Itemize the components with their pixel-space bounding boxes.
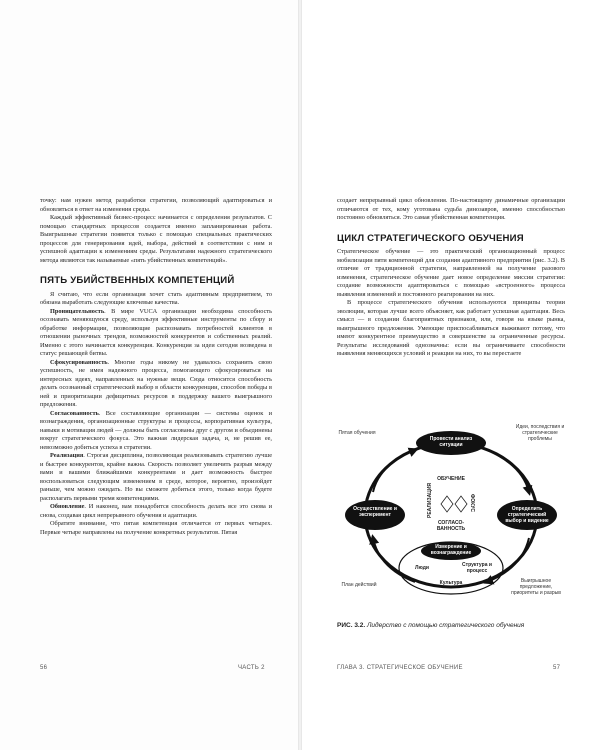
competency-term: Обновление [50, 503, 85, 510]
book-gutter [298, 0, 302, 750]
right-intro-paragraph: создает непрерывный цикл обновления. По-настоящему динамичные организации отличаются от тех, кому уготована судьба динозавров, именно способностью постоянно обновляться. Это самая убийственная компетенция. [337, 197, 565, 221]
competency-text: . Строгая дисциплина, позволяющая реализовывать стратегию лучше и быстрее конкурентов, крайне важна. Скорость позволяет увеличить разрыв между вами и вашими ближайшими конкурентами и дает возможность быстрее воспользоваться следующим изменением в среде, которое, вероятно, произойдет раньше, чем можно ожидать. Но вы сможете добиться этого, только когда будете располагать первыми тремя компетенциями. [40, 452, 272, 502]
arrow-right-bottom [487, 538, 529, 582]
section-heading-cycle: ЦИКЛ СТРАТЕГИЧЕСКОГО ОБУЧЕНИЯ [337, 232, 524, 244]
competency-text: . В мире VUCA организации необходима способность осознавать меняющуюся среду, используя эффективные инструменты по сбору и обработке информации, позволяющие распознавать потребностей клиентов в отношении рыночных трендов, возможностей конкурентов и собственных реалий. Именно с этого начинается конкуренция. Конкуренция за идеи сегодня возведена в статус решающей битвы. [40, 307, 272, 357]
right-running-footer: ГЛАВА 3. СТРАТЕГИЧЕСКОЕ ОБУЧЕНИЕ [337, 665, 463, 671]
competency-text: . Все составляющие организации — системы оценок и вознаграждения, организационные структуры и процессы, корпоративная культура, навыки и мотивация людей — должны быть согласованы друг с другом и объединены вокруг стратегического фокуса. Это важная лидерская задача, и, не решив ее, невозможно добиться успеха в стратегии. [40, 409, 272, 451]
center-label-bottom: СОГЛАСО-ВАННОСТЬ [436, 520, 466, 532]
node-right-label: Определить стратегический выбор и видение [505, 506, 549, 524]
side-label-top-left: Пятая обучения [338, 430, 376, 436]
closing-paragraph: Обратите внимание, что пятая компетенция отличается от первых четырех. Первые четыре направлены на получение конкретных результатов. Пятая [40, 520, 272, 536]
left-running-footer: ЧАСТЬ 2 [238, 665, 265, 671]
section-heading-competencies: ПЯТЬ УБИЙСТВЕННЫХ КОМПЕТЕНЦИЙ [40, 275, 235, 286]
arrow-top-right [487, 450, 529, 492]
right-paragraph-2: В процессе стратегического обучения используются принципы теории эволюции, которая лучше всего объясняет, как работает успешная адаптация. Весь смысл — в создании благоприятных признаков, или, говоря на языке рынка, выигрышного предложения. Умеющие приспосабливаться выживают потому, что имеют конкурентное преимущество в совершенстве за ограниченные ресурсы. Результаты исследований однозначны: если вы ограничиваете способности выявления меняющихся условий и реакции на них, то вы перестаете [337, 299, 565, 357]
competency-term: Проницательность [50, 307, 105, 315]
node-bottom-label: Измерение и вознаграждение [430, 544, 472, 556]
competency-text: . И наконец, вам понадобится способность делать все это снова и снова, создавая цикл непрерывного обучения и адаптации. [40, 503, 272, 519]
caption-text: Лидерство с помощью стратегического обучения [366, 622, 525, 629]
inner-label-culture: Культура [439, 580, 463, 586]
competency-term: Сфокусированность [50, 358, 108, 366]
competency-2 [40, 359, 272, 410]
competency-4 [40, 452, 272, 503]
right-page [300, 0, 600, 750]
side-label-bottom-right: Выигрышное предложение, приоритеты и разрыв [511, 578, 561, 596]
center-label-top: ОБУЧЕНИЕ [437, 476, 465, 482]
competency-5 [40, 503, 272, 520]
right-page-number: 57 [553, 665, 561, 671]
intro-paragraph-2: Каждый эффективный бизнес-процесс начинается с определения результатов. С помощью стандартных процессов создается именно запланированная работа. Выигрышные стратегии появятся только с помощью специальных практических процессов для генерирования идей, выбора, действий в соответствии с ним и успешной адаптации к изменениям среды. Результатами надежного стратегического метода являются так называемые «пять убийственных компетенций». [40, 214, 272, 264]
node-top-label: Провести анализ ситуации [429, 436, 473, 448]
caption-label: РИС. 3.2. [337, 622, 366, 629]
competency-3 [40, 410, 272, 453]
figure-caption [337, 622, 565, 629]
strategic-learning-diagram [337, 420, 565, 630]
competency-term: Согласованность [50, 409, 99, 417]
center-label-left: РЕАЛИЗАЦИЯ [427, 482, 433, 518]
left-page-text [40, 197, 272, 537]
arrow-bottom-left [373, 538, 415, 582]
node-left-label: Осуществление и эксперимент [353, 506, 397, 518]
right-page-text [337, 197, 565, 359]
arrow-left-top [373, 450, 415, 492]
side-label-top-right: Идеи, последствия и стратегические проблемы [515, 424, 565, 442]
left-page-number: 56 [40, 665, 48, 671]
center-label-right: ФОКУС [469, 493, 475, 513]
inner-label-structure: Структура и процесс [462, 562, 492, 574]
inner-label-people: Люди [415, 565, 429, 571]
competency-text: . Многие годы никому не удавалось сохранить свою успешность, не имея надежного процесса, помогающего сфокусироваться на интересных идеях, направленных на нужные вещи. Сюда относится способность делать осознанный стратегический выбор в области конкуренции, способов победы в ней и приоритизации дефицитных ресурсов в поддержку вашего выигрышного предложения. [40, 358, 272, 408]
center-cross [441, 496, 467, 512]
right-paragraph-1: Стратегическое обучение — это практический организационный процесс мобилизации пяти компетенций для создания адаптивного предприятия (рис. 3.2). В отличие от традиционной стратегии, направленной на получение разового изменения, стратегическое обучение дает новое определение миссии стратегии: создание возможности адаптироваться с помощью «встроенного» процесса выявления изменений и постоянного реагирования на них. [337, 248, 565, 298]
intro-paragraph-1: точку: нам нужен метод разработки стратегии, позволяющий адаптироваться и обновляться в ответ на изменения среды. [40, 197, 272, 213]
lead-paragraph: Я считаю, что если организация хочет стать адаптивным предприятием, то обязана выработать следующие ключевые качества. [40, 290, 272, 306]
side-label-bottom-left: План действий [341, 582, 377, 588]
competency-1 [40, 308, 272, 359]
competency-term: Реализация [50, 452, 84, 459]
